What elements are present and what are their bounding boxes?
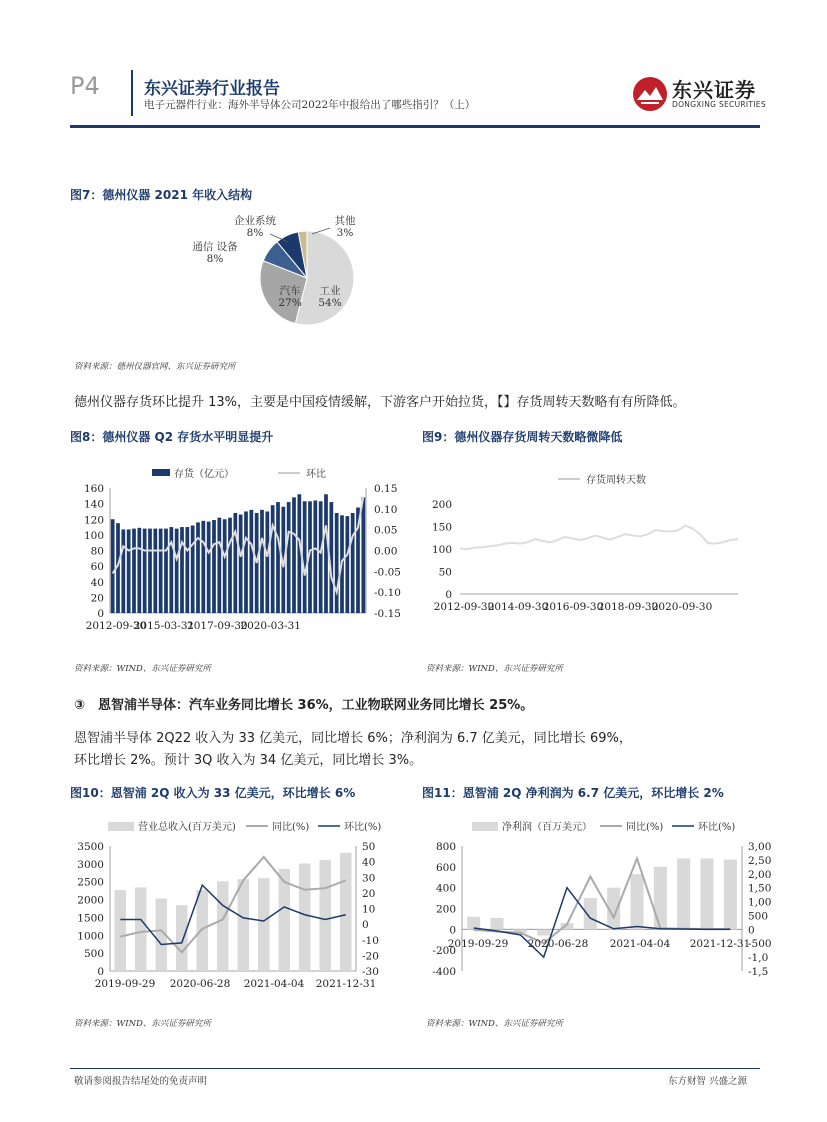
revenue-bar-7 xyxy=(258,878,269,971)
revenue-bar-1 xyxy=(490,918,503,929)
page-number: P4 xyxy=(70,72,100,100)
y-left-tick-3: 1500 xyxy=(77,912,104,925)
inventory-bar-39 xyxy=(319,501,323,613)
y-left-tick-6: 120 xyxy=(83,514,104,527)
inventory-bar-18 xyxy=(207,522,211,613)
inventory-bar-19 xyxy=(212,520,216,613)
y-right-tick-6: 0.15 xyxy=(374,483,398,495)
revenue-bar-3 xyxy=(537,929,550,935)
y-right-tick-4: 1,00 xyxy=(748,896,772,909)
inventory-bar-13 xyxy=(180,527,184,613)
inventory-bar-0 xyxy=(111,519,115,613)
y-right-tick-2: 2,00 xyxy=(748,868,772,881)
y-right-tick-6: -10 xyxy=(362,934,379,947)
yoy-line xyxy=(474,859,731,944)
fig11-source: 资料来源：WIND、东兴证券研究所 xyxy=(426,1019,563,1029)
y-right-tick-4: 10 xyxy=(362,903,376,916)
fig7-source: 资料来源：德州仪器官网、东兴证券研究所 xyxy=(74,362,236,372)
logo-english: DONGXING SECURITIES xyxy=(672,100,766,109)
y-left-tick-5: 100 xyxy=(83,529,104,542)
y-right-tick-7: -500 xyxy=(748,938,772,951)
revenue-bar-3 xyxy=(176,905,187,971)
legend-bar-label: 营业总收入(百万美元) xyxy=(138,822,236,833)
paragraph-nxp-line1: 恩智浦半导体 2Q22 收入为 33 亿美元，同比增长 6%；净利润为 6.7 亿美元，同比增长 69%， xyxy=(74,731,632,746)
y-right-tick-5: 0 xyxy=(362,919,369,932)
y-left-tick-5: 2500 xyxy=(77,876,104,889)
revenue-bar-10 xyxy=(320,860,331,971)
pie-label-name-3: 企业系统 xyxy=(234,215,276,227)
fig10-caption: 图10：恩智浦 2Q 收入为 33 亿美元，环比增长 6% xyxy=(70,786,356,800)
report-title: 东兴证券行业报告 xyxy=(144,79,280,99)
legend-inventory-label: 存货（亿元） xyxy=(174,469,234,480)
inventory-bar-10 xyxy=(164,529,168,613)
pie-label-name-1: 汽车 xyxy=(279,285,301,297)
inventory-bar-17 xyxy=(201,521,205,613)
revenue-bar-1 xyxy=(135,887,146,971)
legend-ratio-label: 环比 xyxy=(306,469,326,480)
y-tick-0: 0 xyxy=(445,589,452,601)
y-right-tick-3: 20 xyxy=(362,887,376,900)
y-left-tick-4: 2000 xyxy=(77,894,104,907)
inventory-bar-40 xyxy=(324,494,328,613)
footer-rule xyxy=(70,1068,760,1069)
y-left-tick-5: 600 xyxy=(435,861,456,874)
inventory-bar-47 xyxy=(361,497,365,613)
y-right-tick-3: 0.00 xyxy=(374,545,398,558)
y-right-tick-3: 1,50 xyxy=(748,882,772,895)
y-tick-4: 200 xyxy=(431,499,452,511)
y-left-tick-7: 140 xyxy=(83,498,104,511)
y-left-tick-2: 0 xyxy=(449,924,456,937)
y-left-tick-6: 3000 xyxy=(77,858,104,871)
footer-disclaimer: 敬请参阅报告结尾处的免责声明 xyxy=(74,1076,208,1087)
y-right-tick-6: 0 xyxy=(748,924,755,937)
x-tick-1: 2015-03-31 xyxy=(133,620,195,632)
legend-qoq-label: 环比(%) xyxy=(344,822,382,833)
y-tick-3: 150 xyxy=(431,521,452,534)
pie-label-value-3: 8% xyxy=(246,227,264,239)
inventory-bar-44 xyxy=(345,516,349,613)
x-tick-0: 2019-09-29 xyxy=(94,978,156,990)
dongxing-logo-icon xyxy=(632,76,668,112)
inventory-bar-21 xyxy=(223,519,227,613)
inventory-bar-6 xyxy=(143,529,147,613)
revenue-bar-9 xyxy=(299,864,310,972)
fig10-source: 资料来源：WIND、东兴证券研究所 xyxy=(74,1019,211,1029)
revenue-bar-8 xyxy=(654,867,667,930)
inventory-bar-9 xyxy=(159,529,163,613)
revenue-bar-0 xyxy=(115,890,126,971)
footer-slogan: 东方财智 兴盛之源 xyxy=(668,1076,748,1087)
fig9-chart xyxy=(420,460,760,630)
pie-label-value-1: 27% xyxy=(278,297,302,309)
fig7-pie-chart xyxy=(150,206,470,336)
x-tick-4: 2020-09-30 xyxy=(651,601,713,613)
revenue-bar-6 xyxy=(238,879,249,971)
inventory-bar-4 xyxy=(132,529,136,613)
inventory-bar-34 xyxy=(292,497,296,613)
inventory-bar-36 xyxy=(303,501,307,613)
revenue-bar-11 xyxy=(340,853,351,971)
inventory-bar-45 xyxy=(351,513,355,613)
revenue-bar-5 xyxy=(217,881,228,971)
inventory-bar-3 xyxy=(127,529,131,613)
inventory-bar-26 xyxy=(249,510,253,613)
inventory-bar-25 xyxy=(244,511,248,613)
inventory-bar-30 xyxy=(271,505,275,613)
inventory-bar-5 xyxy=(137,528,141,613)
fig8-caption: 图8：德州仪器 Q2 存货水平明显提升 xyxy=(70,430,274,444)
inventory-bar-42 xyxy=(335,513,339,613)
y-tick-2: 100 xyxy=(431,544,452,556)
x-tick-3: 2021-12-31 xyxy=(315,978,377,990)
turnover-line xyxy=(460,526,738,549)
fig8-source: 资料来源：WIND、东兴证券研究所 xyxy=(74,664,211,674)
x-tick-2: 2017-09-30 xyxy=(187,620,248,632)
y-left-tick-6: 800 xyxy=(435,841,456,853)
y-right-tick-8: -1,0 xyxy=(748,952,769,965)
inventory-bar-38 xyxy=(313,501,317,614)
paragraph-inventory: 德州仪器存货环比提升 13%，主要是中国疫情缓解，下游客户开始拉货，【】存货周转天数略有有所降低。 xyxy=(74,395,686,410)
inventory-bar-22 xyxy=(228,518,232,613)
header-rule xyxy=(70,125,760,128)
inventory-bar-2 xyxy=(121,529,125,613)
paragraph-nxp-line2: 环比增长 2%。预计 3Q 收入为 34 亿美元，同比增长 3%。 xyxy=(74,753,423,768)
pie-label-value-0: 54% xyxy=(318,297,342,309)
y-right-tick-5: 500 xyxy=(748,910,769,923)
x-tick-2: 2016-09-30 xyxy=(542,601,604,613)
fig11-caption: 图11：恩智浦 2Q 净利润为 6.7 亿美元，环比增长 2% xyxy=(422,786,724,800)
y-tick-1: 50 xyxy=(438,566,452,579)
inventory-bar-23 xyxy=(233,513,237,613)
y-left-tick-1: -200 xyxy=(432,945,456,958)
revenue-bar-0 xyxy=(467,917,480,930)
y-right-tick-8: -30 xyxy=(362,966,379,978)
x-tick-2: 2021-04-04 xyxy=(609,938,671,950)
revenue-bar-9 xyxy=(677,859,690,930)
y-left-tick-3: 200 xyxy=(435,903,456,916)
header-divider xyxy=(131,70,133,116)
inventory-bar-28 xyxy=(260,510,264,613)
pie-label-value-4: 3% xyxy=(336,227,354,239)
y-left-tick-4: 80 xyxy=(90,545,104,558)
x-tick-1: 2020-06-28 xyxy=(169,978,231,990)
x-tick-0: 2012-09-30 xyxy=(433,601,495,613)
legend-bar-swatch xyxy=(472,822,498,831)
inventory-bar-14 xyxy=(185,527,189,613)
revenue-bar-4 xyxy=(197,890,208,971)
logo-text: 东兴证券 xyxy=(672,78,756,102)
inventory-bar-7 xyxy=(148,529,152,613)
inventory-bar-8 xyxy=(153,529,157,613)
y-right-tick-2: -0.05 xyxy=(374,566,401,579)
fig9-caption: 图9：德州仪器存货周转天数略微降低 xyxy=(422,430,623,444)
y-left-tick-1: 500 xyxy=(83,948,104,961)
legend-yoy-label: 同比(%) xyxy=(272,822,310,833)
x-tick-3: 2018-09-30 xyxy=(597,601,659,613)
y-left-tick-0: 0 xyxy=(97,608,104,620)
x-tick-0: 2012-09-30 xyxy=(85,620,147,632)
pie-label-name-0: 工业 xyxy=(319,285,341,297)
y-left-tick-2: 40 xyxy=(90,576,104,589)
inventory-bar-24 xyxy=(239,515,243,613)
inventory-bar-20 xyxy=(217,518,221,613)
y-right-tick-0: 50 xyxy=(362,841,376,853)
y-left-tick-3: 60 xyxy=(90,561,104,574)
y-right-tick-4: 0.05 xyxy=(374,524,398,537)
x-tick-3: 2021-12-31 xyxy=(689,938,751,950)
legend-bar-label: 净利润（百万美元） xyxy=(502,822,592,833)
x-tick-0: 2019-09-29 xyxy=(447,938,509,950)
y-right-tick-1: 2,50 xyxy=(748,854,772,867)
y-right-tick-0: -0.15 xyxy=(374,608,401,620)
pie-label-value-2: 8% xyxy=(206,253,224,265)
x-tick-3: 2020-03-31 xyxy=(240,620,301,632)
fig8-chart xyxy=(70,460,410,640)
y-right-tick-9: -1,5 xyxy=(748,966,769,978)
revenue-bar-11 xyxy=(724,860,737,930)
revenue-bar-7 xyxy=(630,874,643,929)
fig11-chart xyxy=(420,812,772,997)
x-tick-2: 2021-04-04 xyxy=(243,978,305,990)
y-right-tick-1: -0.10 xyxy=(374,587,401,600)
pie-label-name-2: 通信 设备 xyxy=(192,241,238,253)
pie-label-name-4: 其他 xyxy=(334,215,356,227)
y-left-tick-1: 20 xyxy=(90,592,104,605)
fig9-source: 资料来源：WIND、东兴证券研究所 xyxy=(426,664,563,674)
y-right-tick-7: -20 xyxy=(362,950,379,963)
y-right-tick-0: 3,00 xyxy=(748,841,772,853)
y-right-tick-2: 30 xyxy=(362,872,376,885)
y-right-tick-5: 0.10 xyxy=(374,503,398,516)
inventory-bar-33 xyxy=(287,502,291,613)
y-left-tick-8: 160 xyxy=(83,483,104,495)
fig7-caption: 图7：德州仪器 2021 年收入结构 xyxy=(70,188,253,202)
report-subtitle: 电子元器件行业：海外半导体公司2022年中报给出了哪些指引？（上） xyxy=(144,99,476,111)
inventory-bar-31 xyxy=(276,502,280,613)
y-left-tick-2: 1000 xyxy=(77,930,104,943)
legend-yoy-label: 同比(%) xyxy=(626,822,664,833)
y-left-tick-0: 0 xyxy=(97,966,104,978)
revenue-bar-10 xyxy=(700,859,713,930)
y-left-tick-7: 3500 xyxy=(77,841,104,853)
section-heading-nxp: ③ 恩智浦半导体：汽车业务同比增长 36%，工业物联网业务同比增长 25%。 xyxy=(74,698,534,713)
inventory-bar-12 xyxy=(175,529,179,613)
inventory-bar-16 xyxy=(196,522,200,613)
inventory-bar-15 xyxy=(191,526,195,614)
y-left-tick-0: -400 xyxy=(432,966,456,978)
fig10-chart xyxy=(70,812,410,997)
x-tick-1: 2020-06-28 xyxy=(527,938,589,950)
y-left-tick-4: 400 xyxy=(435,882,456,895)
legend-turnover-label: 存货周转天数 xyxy=(586,475,646,486)
legend-inventory-swatch xyxy=(152,469,170,476)
legend-bar-swatch xyxy=(108,822,134,831)
revenue-bar-5 xyxy=(584,898,597,929)
yoy-line xyxy=(120,857,346,952)
x-tick-1: 2014-09-30 xyxy=(487,601,549,613)
qoq-line xyxy=(120,885,346,944)
y-right-tick-1: 40 xyxy=(362,856,376,869)
inventory-bar-29 xyxy=(265,511,269,613)
inventory-bar-11 xyxy=(169,527,173,613)
legend-qoq-label: 环比(%) xyxy=(698,822,736,833)
